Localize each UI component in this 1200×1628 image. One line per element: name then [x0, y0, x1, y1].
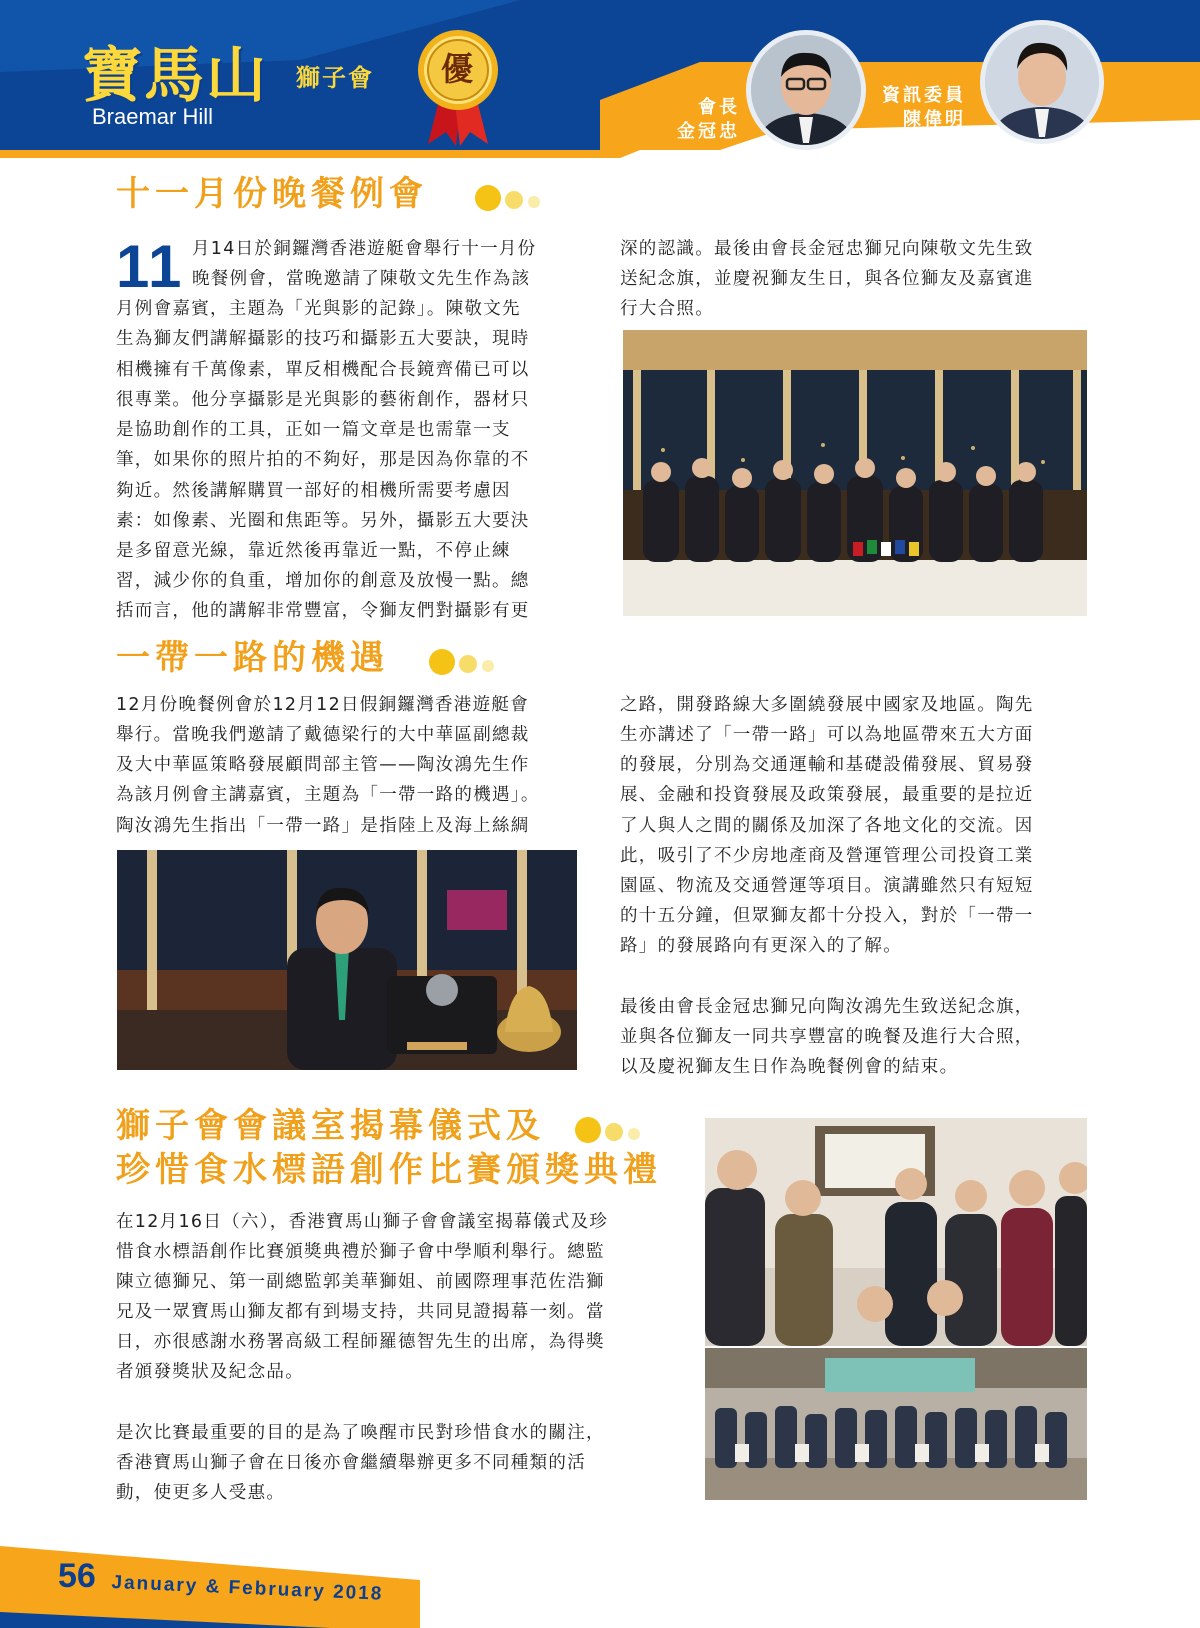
- photo-unveiling: [705, 1118, 1087, 1346]
- club-name-zh: 寶馬山: [82, 41, 268, 111]
- section1-dropcap: 11: [116, 233, 184, 300]
- text-line: 動，使更多人受惠。: [116, 1483, 286, 1503]
- text-line: 月14日於銅鑼灣香港遊艇會舉行十一月份: [192, 239, 537, 259]
- president-caption: [660, 96, 740, 144]
- title-dots-icon: [474, 184, 554, 212]
- text-line: 習，減少你的負重，增加你的創意及放慢一點。總: [116, 571, 530, 591]
- photo-award-group: [705, 1348, 1087, 1500]
- text-line: 送紀念旗，並慶祝獅友生日，與各位獅友及嘉賓進: [620, 269, 1034, 289]
- page-number: 56: [58, 1557, 96, 1595]
- text-line: 的發展，分別為交通運輸和基礎設備發展、貿易發: [620, 755, 1034, 775]
- president-role: 會長: [698, 97, 740, 118]
- medal-text: 優: [440, 50, 473, 88]
- photo-speaker: [117, 850, 577, 1070]
- text-line: 晚餐例會，當晚邀請了陳敬文先生作為該: [192, 269, 531, 289]
- text-line: 括而言，他的講解非常豐富，令獅友們對攝影有更: [116, 601, 530, 621]
- text-line: 舉行。當晚我們邀請了戴德梁行的大中華區副總裁: [116, 725, 530, 745]
- title-dots-icon: [574, 1116, 654, 1144]
- text-line: 路」的發展路向有更深入的了解。: [620, 936, 902, 956]
- issue-date: January & February 2018: [111, 1572, 384, 1605]
- text-line: 陳立德獅兄、第一副總監郭美華獅姐、前國際理事范佐浩獅: [116, 1272, 605, 1292]
- info-caption: [866, 84, 966, 132]
- text-line: 夠近。然後講解購買一部好的相機所需要考慮因: [116, 481, 511, 501]
- text-line: 日，亦很感謝水務署高級工程師羅德智先生的出席，為得獎: [116, 1332, 605, 1352]
- text-line: 惜食水標語創作比賽頒獎典禮於獅子會中學順利舉行。總監: [116, 1242, 605, 1262]
- text-line: 的十五分鐘，但眾獅友都十分投入，對於「一帶一: [620, 906, 1034, 926]
- info-role: 資訊委員: [882, 85, 966, 106]
- info-avatar: [980, 20, 1104, 144]
- text-line: 最後由會長金冠忠獅兄向陶汝鴻先生致送紀念旗，: [620, 997, 1034, 1017]
- club-name-en: Braemar Hill: [92, 104, 214, 129]
- text-line: 深的認識。最後由會長金冠忠獅兄向陳敬文先生致: [620, 239, 1034, 259]
- text-line: 兄及一眾寶馬山獅友都有到場支持，共同見證揭幕一刻。當: [116, 1302, 605, 1322]
- text-line: 展、金融和投資發展及政策發展，最重要的是拉近: [620, 785, 1034, 805]
- section3-title-line1: 獅子會會議室揭幕儀式及: [116, 1106, 545, 1146]
- text-line: 是次比賽最重要的目的是為了喚醒市民對珍惜食水的關注，: [116, 1423, 605, 1443]
- text-line: 生為獅友們講解攝影的技巧和攝影五大要訣，現時: [116, 329, 530, 349]
- text-line: 此，吸引了不少房地產商及營運管理公司投資工業: [620, 846, 1034, 866]
- text-line: 月例會嘉賓，主題為「光與影的記錄」。陳敬文先: [116, 299, 521, 319]
- text-line: 之路，開發路線大多圍繞發展中國家及地區。陶先: [620, 695, 1034, 715]
- text-line: 素：如像素、光圈和焦距等。另外，攝影五大要決: [116, 511, 530, 531]
- text-line: 者頒發獎狀及紀念品。: [116, 1362, 304, 1382]
- text-line: 以及慶祝獅友生日作為晚餐例會的結束。: [620, 1057, 959, 1077]
- text-line: 12月份晚餐例會於12月12日假銅鑼灣香港遊艇會: [116, 695, 530, 715]
- title-dots-icon: [428, 648, 508, 676]
- text-line: 陶汝鴻先生指出「一帶一路」是指陸上及海上絲綢: [116, 816, 530, 836]
- section3-title-line2: 珍惜食水標語創作比賽頒獎典禮: [116, 1150, 662, 1190]
- text-line: 香港寶馬山獅子會在日後亦會繼續舉辦更多不同種類的活: [116, 1453, 586, 1473]
- text-line: 為該月例會主講嘉賓，主題為「一帶一路的機遇」。: [116, 785, 540, 805]
- info-name: 陳偉明: [903, 109, 966, 130]
- text-line: 很專業。他分享攝影是光與影的藝術創作，器材只: [116, 390, 530, 410]
- photo-november-dinner: [623, 330, 1087, 616]
- text-line: 了人與人之間的關係及加深了各地文化的交流。因: [620, 816, 1034, 836]
- text-line: 並與各位獅友一同共享豐富的晚餐及進行大合照，: [620, 1027, 1034, 1047]
- text-line: 在12月16日（六），香港寶馬山獅子會會議室揭幕儀式及珍: [116, 1212, 609, 1232]
- president-name: 金冠忠: [677, 121, 740, 142]
- section2-title: 一帶一路的機遇: [116, 638, 389, 678]
- text-line: 筆，如果你的照片拍的不夠好，那是因為你靠的不: [116, 450, 530, 470]
- text-line: 生亦講述了「一帶一路」可以為地區帶來五大方面: [620, 725, 1034, 745]
- president-avatar: [746, 30, 866, 150]
- text-line: 園區、物流及交通營運等項目。演講雖然只有短短: [620, 876, 1034, 896]
- section1-title: 十一月份晚餐例會: [116, 174, 428, 214]
- text-line: 是多留意光線，靠近然後再靠近一點，不停止練: [116, 541, 511, 561]
- text-line: 行大合照。: [620, 299, 714, 319]
- text-line: 是協助創作的工具，正如一篇文章是也需靠一支: [116, 420, 511, 440]
- text-line: 及大中華區策略發展顧問部主管——陶汝鴻先生作: [116, 755, 530, 775]
- text-line: 相機擁有千萬像素，單反相機配合長鏡齊備已可以: [116, 360, 530, 380]
- club-name-suffix: 獅子會: [296, 64, 374, 92]
